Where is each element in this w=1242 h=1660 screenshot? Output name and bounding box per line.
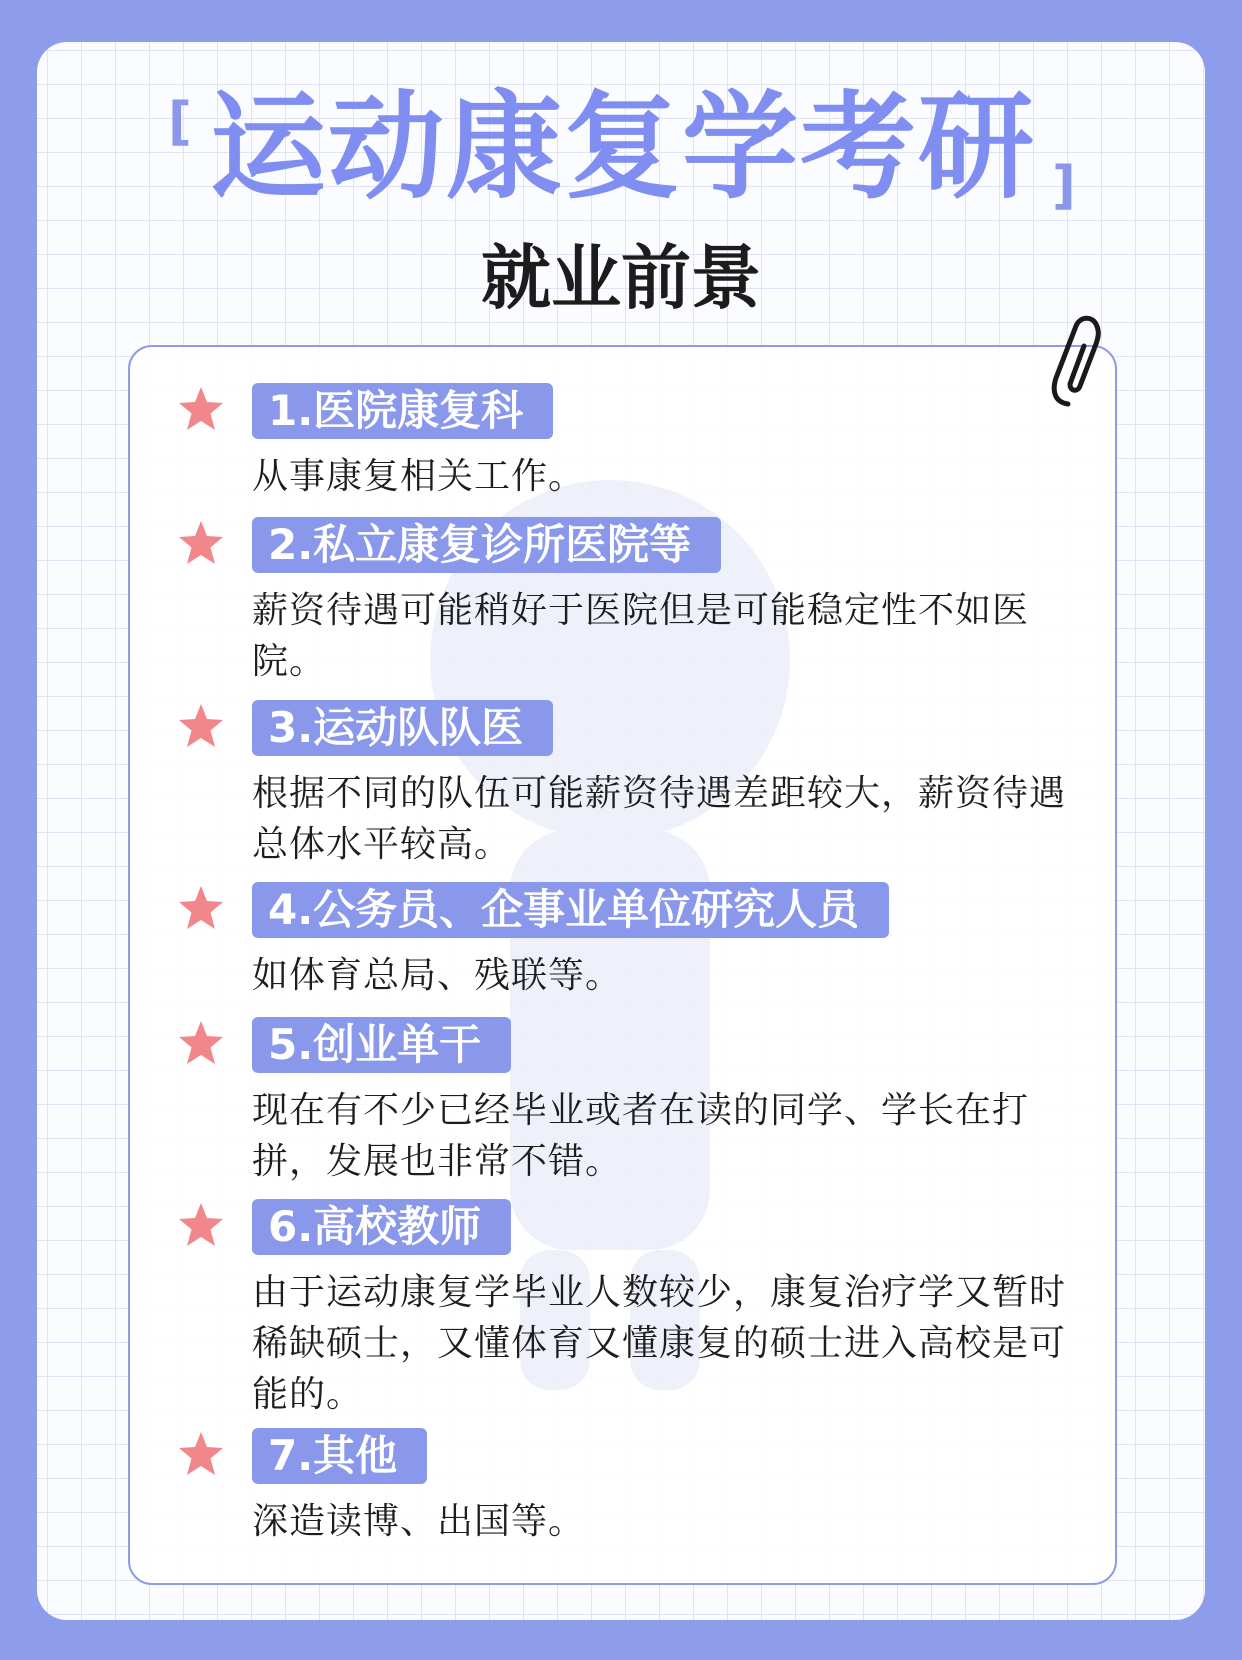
page-subtitle: 就业前景 — [481, 237, 761, 319]
star-icon — [177, 385, 225, 433]
career-heading: 7.其他 — [252, 1428, 427, 1484]
career-heading: 3.运动队队医 — [252, 700, 553, 756]
career-heading: 5.创业单干 — [252, 1017, 511, 1073]
star-icon — [177, 1430, 225, 1478]
career-description: 深造读博、出国等。 — [252, 1501, 586, 1542]
star-icon — [177, 702, 225, 750]
career-description: 如体育总局、残联等。 — [252, 955, 623, 996]
career-description: 从事康复相关工作。 — [252, 456, 586, 497]
career-heading: 1.医院康复科 — [252, 383, 553, 439]
page-title: 运动康复学考研 — [210, 80, 1036, 215]
career-heading: 2.私立康复诊所医院等 — [252, 517, 721, 573]
title-row — [0, 78, 1242, 218]
paperclip-icon — [1046, 312, 1104, 412]
career-heading: 6.高校教师 — [252, 1199, 511, 1255]
star-icon — [177, 1019, 225, 1067]
star-icon — [177, 1201, 225, 1249]
star-icon — [177, 519, 225, 567]
title-bracket-left: [ — [168, 92, 192, 152]
career-description: 由于运动康复学毕业人数较少，康复治疗学又暂时稀缺硕士，又懂体育又懂康复的硕士进入高校是可能的。 — [252, 1272, 1067, 1415]
career-description: 薪资待遇可能稍好于医院但是可能稳定性不如医院。 — [252, 590, 1030, 682]
star-icon — [177, 884, 225, 932]
career-description: 根据不同的队伍可能薪资待遇差距较大，薪资待遇总体水平较高。 — [252, 773, 1067, 865]
career-description: 现在有不少已经毕业或者在读的同学、学长在打拼，发展也非常不错。 — [252, 1090, 1030, 1182]
title-bracket-right: ] — [1052, 156, 1076, 216]
career-heading: 4.公务员、企事业单位研究人员 — [252, 882, 889, 938]
